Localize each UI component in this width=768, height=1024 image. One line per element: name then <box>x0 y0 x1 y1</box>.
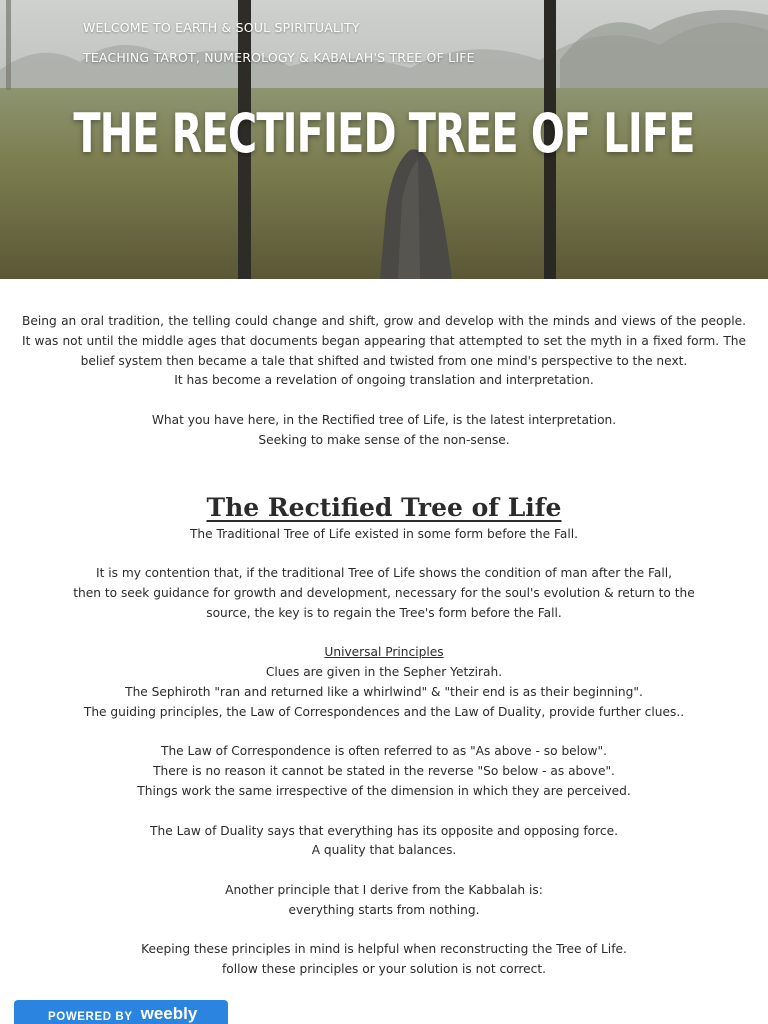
body-line: There is no reason it cannot be stated in the reverse "So below - as above". <box>153 764 615 779</box>
spacer <box>40 921 728 941</box>
page-title: THE RECTIFIED TREE OF LIFE <box>73 102 695 165</box>
body-line: Things work the same irrespective of the dimension in which they are perceived. <box>137 783 631 798</box>
body-line: The Traditional Tree of Life existed in some form before the Fall. <box>189 526 578 541</box>
body-line: The Law of Duality says that everything has its opposite and opposing force. <box>150 823 618 838</box>
weebly-logo: weebly <box>140 1004 198 1023</box>
spacer <box>40 624 728 644</box>
section-heading: The Rectified Tree of Life <box>206 492 562 522</box>
body-line: everything starts from nothing. <box>288 902 480 917</box>
main-content <box>0 279 768 980</box>
body-line: It is my contention that, if the traditional Tree of Life shows the condition of man after the Fall, <box>96 566 672 581</box>
site-tagline-welcome[interactable]: WELCOME TO EARTH & SOUL SPIRITUALITY <box>83 20 360 35</box>
body-line: source, the key is to regain the Tree's form before the Fall. <box>206 605 562 620</box>
spacer <box>40 861 728 881</box>
powered-by-label: POWERED BY <box>48 1011 133 1023</box>
spacer <box>22 391 746 411</box>
powered-by-weebly-badge[interactable] <box>14 1000 228 1024</box>
site-tagline-teaching[interactable]: TEACHING TAROT, NUMEROLOGY & KABALAH'S TREE OF LIFE <box>83 50 475 65</box>
subheading-universal-principles: Universal Principles <box>324 645 444 660</box>
spacer <box>40 544 728 564</box>
body-line: Keeping these principles in mind is helpful when reconstructing the Tree of Life. <box>141 942 627 957</box>
hero-banner <box>0 0 768 279</box>
body-line: Another principle that I derive from the Kabbalah is: <box>225 882 543 897</box>
body-line: The Sephiroth "ran and returned like a whirlwind" & "their end is as their beginning". <box>125 684 643 699</box>
spacer <box>40 802 728 822</box>
intro-section <box>0 279 768 451</box>
intro-line: It has become a revelation of ongoing translation and interpretation. <box>174 373 594 388</box>
body-line: follow these principles or your solution is not correct. <box>221 962 547 977</box>
body-line: The Law of Correspondence is often referred to as "As above - so below". <box>161 744 607 759</box>
intro-line: Seeking to make sense of the non-sense. <box>258 432 510 447</box>
body-line: then to seek guidance for growth and development, necessary for the soul's evolution & return to the <box>73 585 695 600</box>
section-body <box>0 525 768 980</box>
body-line: Clues are given in the Sepher Yetzirah. <box>265 665 503 680</box>
spacer <box>40 723 728 743</box>
body-line: The guiding principles, the Law of Correspondences and the Law of Duality, provide further clues.. <box>83 704 685 719</box>
intro-paragraph: Being an oral tradition, the telling could change and shift, grow and develop with the minds and views of the people. It was not until the middle ages that documents began appearing that attempted to set the myth in a fixed form. The belief system then became a tale that shifted and twisted from one mind's perspective to the next. <box>22 314 746 368</box>
body-line: A quality that balances. <box>311 843 457 858</box>
intro-line: What you have here, in the Rectified tree of Life, is the latest interpretation. <box>151 412 617 427</box>
